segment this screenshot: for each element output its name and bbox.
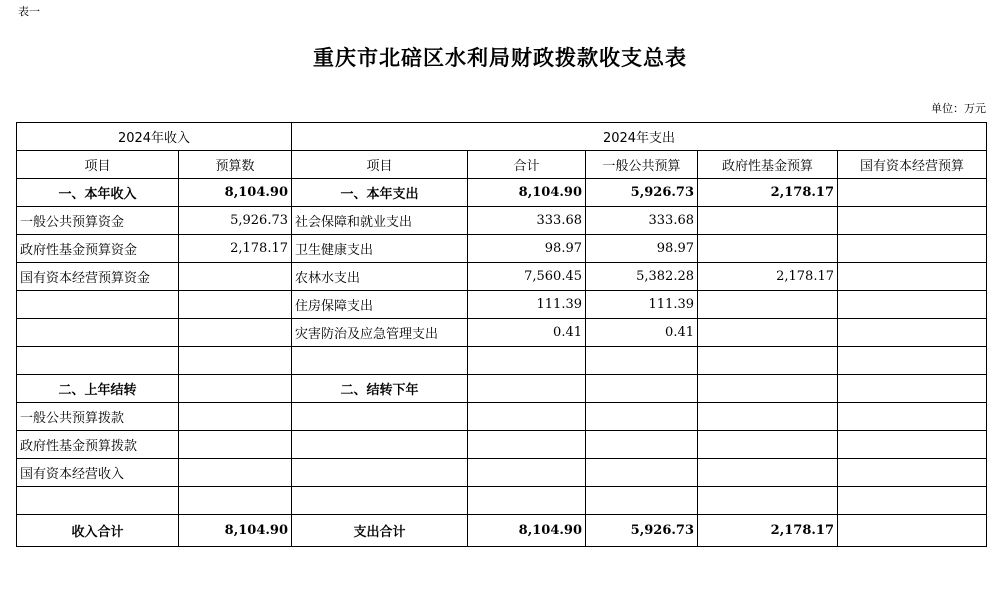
expense-general: 5,382.28: [586, 263, 698, 291]
income-item: 一、本年收入: [17, 179, 179, 207]
expense-gov-fund: [698, 375, 838, 403]
income-item: [17, 347, 179, 375]
expense-total: [468, 487, 586, 515]
income-item: 二、上年结转: [17, 375, 179, 403]
expense-total: [468, 403, 586, 431]
expense-general: [586, 375, 698, 403]
expense-gov-fund: [698, 207, 838, 235]
table-row: [17, 347, 987, 375]
expense-total: 333.68: [468, 207, 586, 235]
income-item: 一般公共预算拨款: [17, 403, 179, 431]
table-number-label: 表一: [18, 5, 40, 18]
expense-total: 8,104.90: [468, 515, 586, 547]
table-row: [17, 179, 987, 207]
expense-state-capital: [838, 515, 987, 547]
expense-state-capital: [838, 431, 987, 459]
expense-gov-fund: [698, 487, 838, 515]
col-header-general-budget: 一般公共预算: [586, 151, 698, 179]
expense-general: [586, 487, 698, 515]
income-item: 收入合计: [17, 515, 179, 547]
expense-item: 一、本年支出: [292, 179, 468, 207]
income-value: [179, 403, 292, 431]
expense-gov-fund: [698, 291, 838, 319]
expense-general: 5,926.73: [586, 179, 698, 207]
table-row-total: [17, 515, 987, 547]
expense-gov-fund: 2,178.17: [698, 179, 838, 207]
income-item: 国有资本经营收入: [17, 459, 179, 487]
expense-total: 0.41: [468, 319, 586, 347]
expense-item: 卫生健康支出: [292, 235, 468, 263]
expense-state-capital: [838, 235, 987, 263]
income-year-header: 2024年收入: [17, 123, 292, 151]
table-row: [17, 403, 987, 431]
income-item: 国有资本经营预算资金: [17, 263, 179, 291]
expense-item: 二、结转下年: [292, 375, 468, 403]
expense-state-capital: [838, 319, 987, 347]
expense-general: [586, 347, 698, 375]
expense-item: [292, 403, 468, 431]
expense-gov-fund: 2,178.17: [698, 263, 838, 291]
expense-year-header: 2024年支出: [292, 123, 987, 151]
expense-state-capital: [838, 291, 987, 319]
table-row: [17, 263, 987, 291]
expense-gov-fund: [698, 459, 838, 487]
expense-gov-fund: [698, 431, 838, 459]
expense-state-capital: [838, 347, 987, 375]
expense-item: [292, 347, 468, 375]
income-item: 一般公共预算资金: [17, 207, 179, 235]
expense-item: [292, 487, 468, 515]
expense-total: 111.39: [468, 291, 586, 319]
income-value: [179, 319, 292, 347]
income-value: 5,926.73: [179, 207, 292, 235]
income-item: [17, 319, 179, 347]
table-row: [17, 487, 987, 515]
expense-gov-fund: [698, 319, 838, 347]
table-row: [17, 375, 987, 403]
expense-item: 农林水支出: [292, 263, 468, 291]
income-item: 政府性基金预算资金: [17, 235, 179, 263]
expense-general: 98.97: [586, 235, 698, 263]
expense-total: [468, 347, 586, 375]
expense-item: 住房保障支出: [292, 291, 468, 319]
income-value: 2,178.17: [179, 235, 292, 263]
expense-gov-fund: [698, 347, 838, 375]
expense-item: 社会保障和就业支出: [292, 207, 468, 235]
expense-item: 灾害防治及应急管理支出: [292, 319, 468, 347]
expense-total: [468, 431, 586, 459]
income-value: [179, 263, 292, 291]
income-value: [179, 487, 292, 515]
income-value: [179, 431, 292, 459]
expense-gov-fund: [698, 235, 838, 263]
expense-general: 333.68: [586, 207, 698, 235]
col-header-state-capital: 国有资本经营预算: [838, 151, 987, 179]
expense-general: 111.39: [586, 291, 698, 319]
expense-general: 5,926.73: [586, 515, 698, 547]
expense-state-capital: [838, 403, 987, 431]
expense-state-capital: [838, 487, 987, 515]
expense-item: [292, 459, 468, 487]
expense-item: 支出合计: [292, 515, 468, 547]
table-row: [17, 207, 987, 235]
expense-state-capital: [838, 459, 987, 487]
table-row: [17, 319, 987, 347]
expense-gov-fund: [698, 403, 838, 431]
col-header-income-item: 项目: [17, 151, 179, 179]
expense-total: 8,104.90: [468, 179, 586, 207]
income-value: [179, 375, 292, 403]
table-row: [17, 235, 987, 263]
expense-gov-fund: 2,178.17: [698, 515, 838, 547]
unit-label: 单位：万元: [931, 102, 986, 115]
income-item: [17, 291, 179, 319]
income-value: [179, 291, 292, 319]
expense-item: [292, 431, 468, 459]
page-title: 重庆市北碚区水利局财政拨款收支总表: [313, 45, 687, 70]
expense-total: [468, 375, 586, 403]
expense-general: [586, 459, 698, 487]
income-item: [17, 487, 179, 515]
table-row: [17, 459, 987, 487]
expense-state-capital: [838, 179, 987, 207]
col-header-total: 合计: [468, 151, 586, 179]
income-value: [179, 459, 292, 487]
expense-total: 98.97: [468, 235, 586, 263]
income-value: 8,104.90: [179, 179, 292, 207]
expense-total: [468, 459, 586, 487]
header-row-columns: [17, 151, 987, 179]
expense-state-capital: [838, 375, 987, 403]
col-header-expense-item: 项目: [292, 151, 468, 179]
col-header-budget: 预算数: [179, 151, 292, 179]
income-item: 政府性基金预算拨款: [17, 431, 179, 459]
finance-summary-table: [16, 122, 987, 547]
expense-state-capital: [838, 207, 987, 235]
expense-total: 7,560.45: [468, 263, 586, 291]
table-row: [17, 431, 987, 459]
income-value: 8,104.90: [179, 515, 292, 547]
header-row-years: [17, 123, 987, 151]
income-value: [179, 347, 292, 375]
expense-state-capital: [838, 263, 987, 291]
expense-general: [586, 403, 698, 431]
expense-general: [586, 431, 698, 459]
table-row: [17, 291, 987, 319]
expense-general: 0.41: [586, 319, 698, 347]
col-header-gov-fund: 政府性基金预算: [698, 151, 838, 179]
